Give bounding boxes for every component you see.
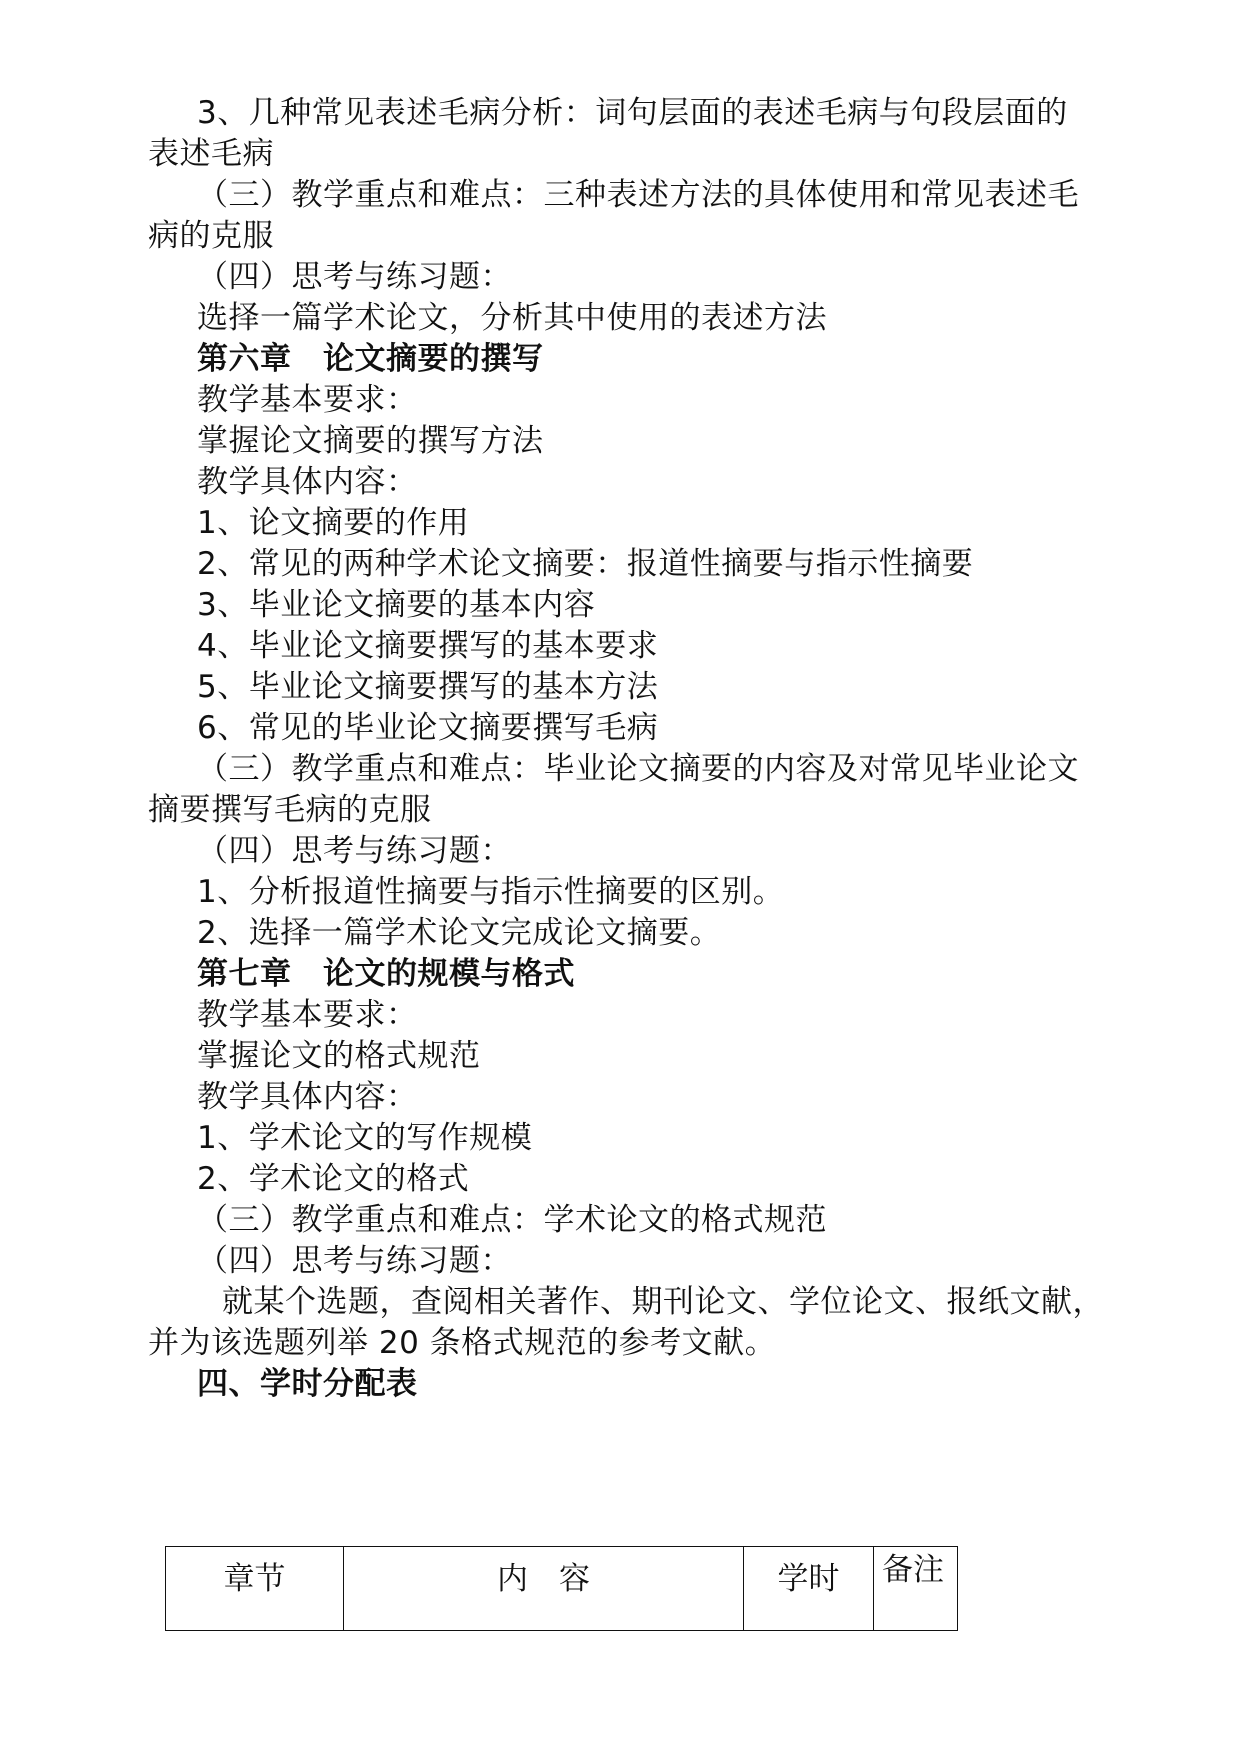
text-line: 并为该选题列举 20 条格式规范的参考文献。 [148, 1325, 777, 1361]
chapter-heading: 第六章 论文摘要的撰写 [197, 341, 544, 377]
header-content: 内 容 [344, 1547, 744, 1631]
text-line: （四）思考与练习题： [197, 833, 512, 869]
text-line: （四）思考与练习题： [197, 259, 512, 295]
text-line: 2、常见的两种学术论文摘要：报道性摘要与指示性摘要 [197, 546, 974, 582]
text-line: 3、毕业论文摘要的基本内容 [197, 587, 596, 623]
text-line: 掌握论文摘要的撰写方法 [197, 423, 544, 459]
text-line: 5、毕业论文摘要撰写的基本方法 [197, 669, 659, 705]
text-line: 3、几种常见表述毛病分析：词句层面的表述毛病与句段层面的 [197, 95, 1068, 131]
table-header-row [166, 1547, 958, 1631]
text-line: 2、选择一篇学术论文完成论文摘要。 [197, 915, 722, 951]
text-line: 摘要撰写毛病的克服 [148, 792, 432, 828]
text-line: 1、分析报道性摘要与指示性摘要的区别。 [197, 874, 785, 910]
text-line: （三）教学重点和难点：三种表述方法的具体使用和常见表述毛 [197, 177, 1079, 213]
header-chapter: 章节 [166, 1547, 344, 1631]
text-line: （三）教学重点和难点：学术论文的格式规范 [197, 1202, 827, 1238]
text-line: 6、常见的毕业论文摘要撰写毛病 [197, 710, 659, 746]
text-line: 教学具体内容： [197, 1079, 418, 1115]
text-line: 教学具体内容： [197, 464, 418, 500]
text-line: 4、毕业论文摘要撰写的基本要求 [197, 628, 659, 664]
section-heading: 四、学时分配表 [197, 1366, 418, 1402]
text-line: 1、学术论文的写作规模 [197, 1120, 533, 1156]
text-line: （四）思考与练习题： [197, 1243, 512, 1279]
hours-allocation-table [165, 1546, 958, 1631]
chapter-heading: 第七章 论文的规模与格式 [197, 956, 575, 992]
text-line: 就某个选题，查阅相关著作、期刊论文、学位论文、报纸文献， [222, 1284, 1104, 1320]
header-hours: 学时 [744, 1547, 874, 1631]
text-line: 表述毛病 [148, 136, 274, 172]
text-line: 选择一篇学术论文，分析其中使用的表述方法 [197, 300, 827, 336]
text-line: 掌握论文的格式规范 [197, 1038, 481, 1074]
text-line: 病的克服 [148, 218, 274, 254]
text-line: 教学基本要求： [197, 997, 418, 1033]
text-line: （三）教学重点和难点：毕业论文摘要的内容及对常见毕业论文 [197, 751, 1079, 787]
header-notes: 备注 [874, 1547, 958, 1631]
text-line: 教学基本要求： [197, 382, 418, 418]
text-line: 2、学术论文的格式 [197, 1161, 470, 1197]
text-line: 1、论文摘要的作用 [197, 505, 470, 541]
